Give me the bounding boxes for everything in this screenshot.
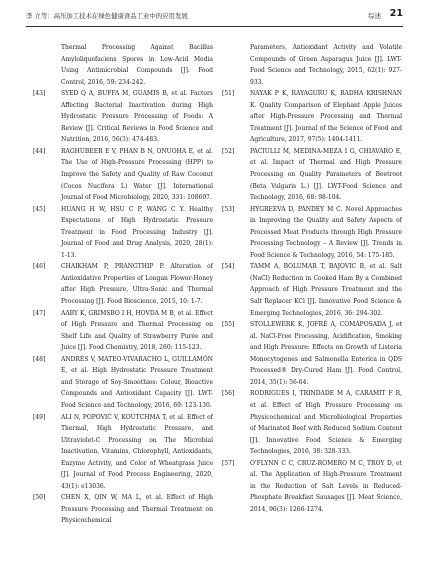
references-right-column [222, 42, 402, 515]
reference-number: [51] [222, 90, 235, 98]
reference-text: RODRIGUES I, TRINDADE M A, CARAMIT F R, et al. Effect of High Pressure Processing on Physicochemical and Microbiological Properties of Marinated Beef with Reduced Sodium Content [J]. Innovative Food Science & Emerging Technologies, 2016, 38: 328-333. [250, 390, 402, 456]
running-title: 李 立等：高压加工技术在绿色健康食品工业中的应用发展 [26, 12, 188, 20]
reference-text: SYED Q A, BUFFA M, GUAMIS B, et al. Factors Affecting Bacterial Inactivation during High Hydrostatic Pressure Processing of Foods: A Review [J]. Critical Reviews in Food Science and Nutrition, 2016, 56(3): 474-483. [61, 90, 213, 144]
reference-text: RAGHUBEER E V, PHAN B N, ONUOHA E, et al. The Use of High-Pressure Processing (HPP) to Improve the Safety and Quality of Raw Coconut (Cocos Nucifera L) Water [J]. International Journal of Food Microbiology, 2020, 331: 108697. [61, 147, 213, 202]
reference-number: [46] [33, 263, 46, 271]
reference-entry [33, 261, 213, 307]
reference-text: PACIULLI M, MEDINA-MEZA I G, CHIAVARO E, et al. Impact of Thermal and High Pressure Processing on Quality Parameters of Beetroot (Beta Vulgaris L.) [J]. LWT-Food Science and Technology, 2016, 68: 98-104. [250, 147, 402, 202]
reference-text: AABY K, GRIMSBO I H, HOVDA M B, et al. Effect of High Pressure and Thermal Processing on Shelf Life and Quality of Strawberry Purée and Juice [J]. Food Chemistry, 2018, 260: 115-123. [61, 309, 213, 352]
reference-text: NAYAK P K, RAYAGURU K, RADHA KRISHNAN K. Quality Comparison of Elephant Apple Juices after High-Pressure Processing and Thermal Treatment [J]. Journal of the Science of Food and Agriculture, 2017, 97(5): 1404-1411. [250, 90, 402, 144]
reference-entry [222, 458, 402, 516]
reference-entry [33, 42, 213, 88]
reference-text: STOLLEWERK K, JOFRÉ A, COMAPOSADA J, et al. NaCl-Free Processing, Acidification, Smoking and High Pressure: Effects on Growth of Listeria Monocytogenes and Salmonella Enterica in QDS Processed® Dry-Cured Ham [J]. Food Control, 2014, 35(1): 56-64. [250, 321, 402, 386]
reference-entry [33, 308, 213, 354]
reference-entry [33, 354, 213, 412]
reference-number: [50] [33, 494, 46, 502]
reference-entry [222, 204, 402, 262]
page-number: 21 [389, 8, 403, 19]
reference-number: [48] [33, 355, 46, 363]
reference-number: [47] [33, 309, 46, 317]
reference-entry [222, 388, 402, 457]
reference-entry [33, 492, 213, 527]
reference-text: CHEN X, QIN W, MA L, et al. Effect of High Pressure Processing and Thermal Treatment on Physicochemical [61, 494, 213, 525]
references-left-column [33, 42, 213, 527]
reference-entry [222, 261, 402, 319]
reference-text: ANDRÉS V, MATEO-VIVARACHO L, GUILLAMÓN E, et al. High Hydrostatic Pressure Treatment and Storage of Soy-Smoothies: Colour, Bioactive Compounds and Antioxidant Capacity [J]. LWT-Food Science and Technology, 2016, 69: 123-130. [61, 355, 213, 409]
reference-text: HUANG H W, HSU C P, WANG C Y. Healthy Expectations of High Hydrostatic Pressure Treatment in Food Processing Industry [J]. Journal of Food and Drug Analysis, 2020, 28(1): 1-13. [61, 205, 213, 259]
reference-text: HYGREEVA D, PANDEY M C. Novel Approaches in Improving the Quality and Safety Aspects of Processed Meat Products through High Pressure Processing Technology – A Review [J]. Trends in Food Science & Technology, 2016, 54: 175-185. [250, 205, 402, 259]
reference-text: TAMM A, BOLUMAR T, BAJOVIC B, et al. Salt (NaCl) Reduction in Cooked Ham By a Combined Approach of High Pressure Treatment and the Salt Replacer KCl [J]. Innovative Food Science & Emerging Technologies, 2016, 36: 294-302. [250, 263, 402, 317]
reference-entry [222, 42, 402, 88]
page-header [26, 8, 403, 27]
reference-entry [222, 88, 402, 146]
reference-number: [55] [222, 321, 235, 329]
reference-entry [33, 204, 213, 262]
reference-text: ALI N, POPOVIĆ V, KOUTCHMA T, et al. Effect of Thermal, High Hydrostatic Pressure, and Ultraviolet-C Processing on The Microbial Inactivation, Vitamins, Chlorophyll, Antioxidants, Enzyme Activity, and Color of Wheatgrass Juice [J]. Journal of Food Process Engineering, 2020, 43(1): e13036. [61, 413, 213, 490]
reference-number: [44] [33, 147, 46, 155]
reference-text: O'FLYNN C C, CRUZ-ROMERO M C, TROY D, et al. The Application of High-Pressure Treatment in the Reduction of Salt Levels in Reduced-Phosphate Breakfast Sausages [J]. Meat Science, 2014, 96(3): 1266-1274. [250, 459, 402, 513]
reference-number: [43] [33, 90, 46, 98]
reference-number [33, 42, 61, 88]
section-label: 综述 [368, 12, 381, 20]
reference-number: [45] [33, 205, 46, 213]
reference-number: [54] [222, 263, 235, 271]
reference-number: [52] [222, 147, 235, 155]
reference-entry [33, 88, 213, 146]
reference-number: [49] [33, 413, 46, 421]
reference-entry [222, 319, 402, 388]
reference-number: [57] [222, 459, 235, 467]
reference-entry [33, 146, 213, 204]
reference-text: Parameters, Antioxidant Activity and Volatile Compounds of Green Asparagus Juice [J]. LWT-Food Science and Technology, 2015, 62(1): 927-933. [250, 44, 402, 86]
reference-number: [56] [222, 390, 235, 398]
reference-entry [222, 146, 402, 204]
reference-number [222, 42, 250, 88]
reference-text: CHAIKHAM P, PRANGTHIP P. Alteration of Antioxidative Properties of Longan Flower-Honey after High Pressure, Ultra-Sonic and Thermal Processing [J]. Food Bioscience, 2015, 10: 1-7. [61, 263, 213, 306]
reference-text: Thermal Processing Against Bacillus Amyloliquefaciens Spores in Low-Acid Media Using Antimicrobial Compounds [J]. Food Control, 2016, 59: 234-242. [61, 44, 213, 86]
reference-entry [33, 412, 213, 493]
reference-number: [53] [222, 205, 235, 213]
